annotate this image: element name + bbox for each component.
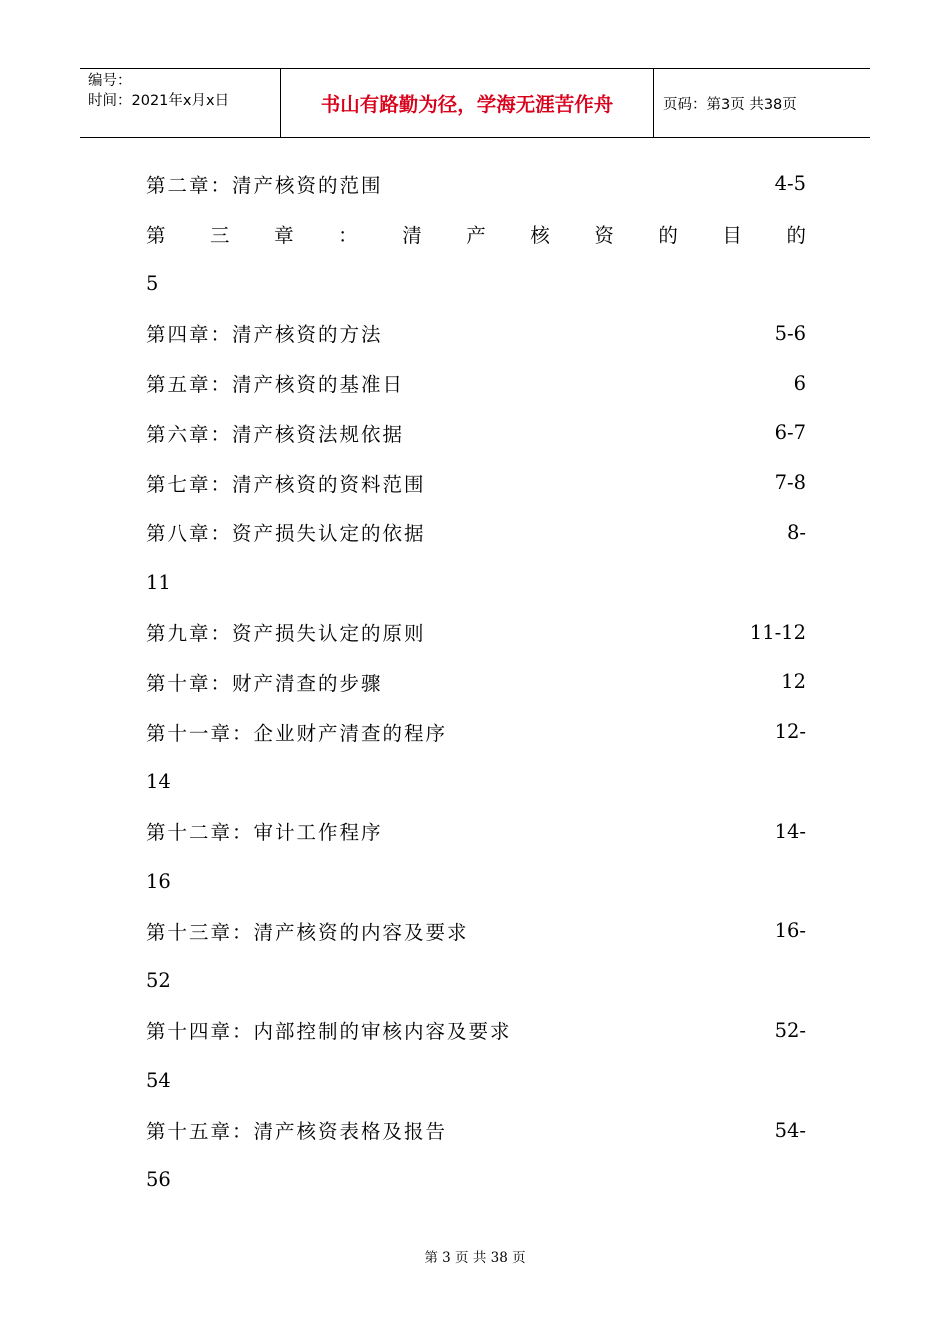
toc-entry-page-continuation: 56 bbox=[146, 1168, 171, 1192]
toc-entry-title: 第十三章：清产核资的内容及要求 bbox=[146, 920, 469, 944]
page-header bbox=[80, 68, 870, 138]
header-motto: 书山有路勤为径，学海无涯苦作舟 bbox=[281, 69, 654, 137]
toc-entry-page: 11-12 bbox=[749, 620, 806, 644]
toc-entry-page-continuation: 11 bbox=[146, 570, 171, 594]
table-of-contents bbox=[146, 159, 806, 1205]
toc-entry bbox=[146, 657, 806, 707]
toc-entry-page: 5-6 bbox=[774, 321, 806, 345]
toc-entry-char: ： bbox=[338, 223, 358, 247]
toc-entry bbox=[146, 607, 806, 657]
toc-entry-char: 章 bbox=[274, 223, 294, 247]
toc-entry-page-continuation: 16 bbox=[146, 869, 171, 893]
toc-entry-char: 清 bbox=[402, 223, 422, 247]
toc-entry-title: 第七章：清产核资的资料范围 bbox=[146, 472, 426, 496]
toc-entry-title: 第六章：清产核资法规依据 bbox=[146, 422, 405, 446]
page-footer: 第 3 页 共 38 页 bbox=[424, 1250, 526, 1266]
toc-entry-title: 第二章：清产核资的范围 bbox=[146, 173, 383, 197]
toc-entry-char: 三 bbox=[210, 223, 230, 247]
toc-entry-title: 第九章：资产损失认定的原则 bbox=[146, 622, 426, 646]
toc-entry bbox=[146, 358, 806, 408]
toc-entry-char: 的 bbox=[786, 223, 806, 247]
toc-entry bbox=[146, 1105, 806, 1155]
toc-entry-page: 52- bbox=[774, 1018, 806, 1042]
toc-entry-char: 产 bbox=[466, 223, 486, 247]
toc-entry bbox=[146, 209, 806, 259]
toc-entry-char: 核 bbox=[530, 223, 550, 247]
toc-entry bbox=[146, 458, 806, 508]
toc-entry-page: 12 bbox=[781, 670, 806, 694]
date-label: 时间：2021年x月x日 bbox=[88, 93, 230, 109]
toc-entry bbox=[146, 408, 806, 458]
toc-entry-page: 8- bbox=[787, 520, 806, 544]
toc-entry bbox=[146, 707, 806, 757]
toc-entry-title: 第五章：清产核资的基准日 bbox=[146, 373, 405, 397]
toc-entry-title: 第十二章：审计工作程序 bbox=[146, 821, 383, 845]
header-meta bbox=[80, 69, 281, 137]
toc-entry-title: 第四章：清产核资的方法 bbox=[146, 323, 383, 347]
toc-entry bbox=[146, 1006, 806, 1056]
toc-entry-page: 6-7 bbox=[774, 421, 806, 445]
toc-entry-page-continuation: 14 bbox=[146, 769, 171, 793]
toc-entry bbox=[146, 308, 806, 358]
toc-entry-page: 6 bbox=[793, 371, 806, 395]
toc-entry-title: 第十一章：企业财产清查的程序 bbox=[146, 721, 448, 745]
toc-entry-page: 14- bbox=[774, 819, 806, 843]
toc-entry-page: 7-8 bbox=[774, 471, 806, 495]
toc-entry-title: 第十四章：内部控制的审核内容及要求 bbox=[146, 1020, 512, 1044]
toc-entry-char: 第 bbox=[146, 223, 166, 247]
toc-entry-page: 16- bbox=[774, 919, 806, 943]
toc-entry-char: 资 bbox=[594, 223, 614, 247]
toc-entry-page-continuation: 5 bbox=[146, 271, 159, 295]
toc-entry bbox=[146, 806, 806, 856]
toc-entry bbox=[146, 159, 806, 209]
code-label: 编号： bbox=[88, 73, 132, 89]
toc-entry-page: 4-5 bbox=[774, 172, 806, 196]
toc-entry-page: 12- bbox=[774, 720, 806, 744]
toc-entry-title: 第十章：财产清查的步骤 bbox=[146, 671, 383, 695]
toc-entry-title: 第十五章：清产核资表格及报告 bbox=[146, 1120, 448, 1144]
toc-entry-char: 目 bbox=[722, 223, 742, 247]
toc-entry-page: 54- bbox=[774, 1118, 806, 1142]
toc-entry bbox=[146, 508, 806, 558]
toc-entry bbox=[146, 906, 806, 956]
toc-entry-page-continuation: 54 bbox=[146, 1068, 171, 1092]
header-page-info: 页码：第3页 共38页 bbox=[663, 96, 797, 113]
toc-entry-title: 第八章：资产损失认定的依据 bbox=[146, 522, 426, 546]
toc-entry-page-continuation: 52 bbox=[146, 969, 171, 993]
toc-entry-char: 的 bbox=[658, 223, 678, 247]
